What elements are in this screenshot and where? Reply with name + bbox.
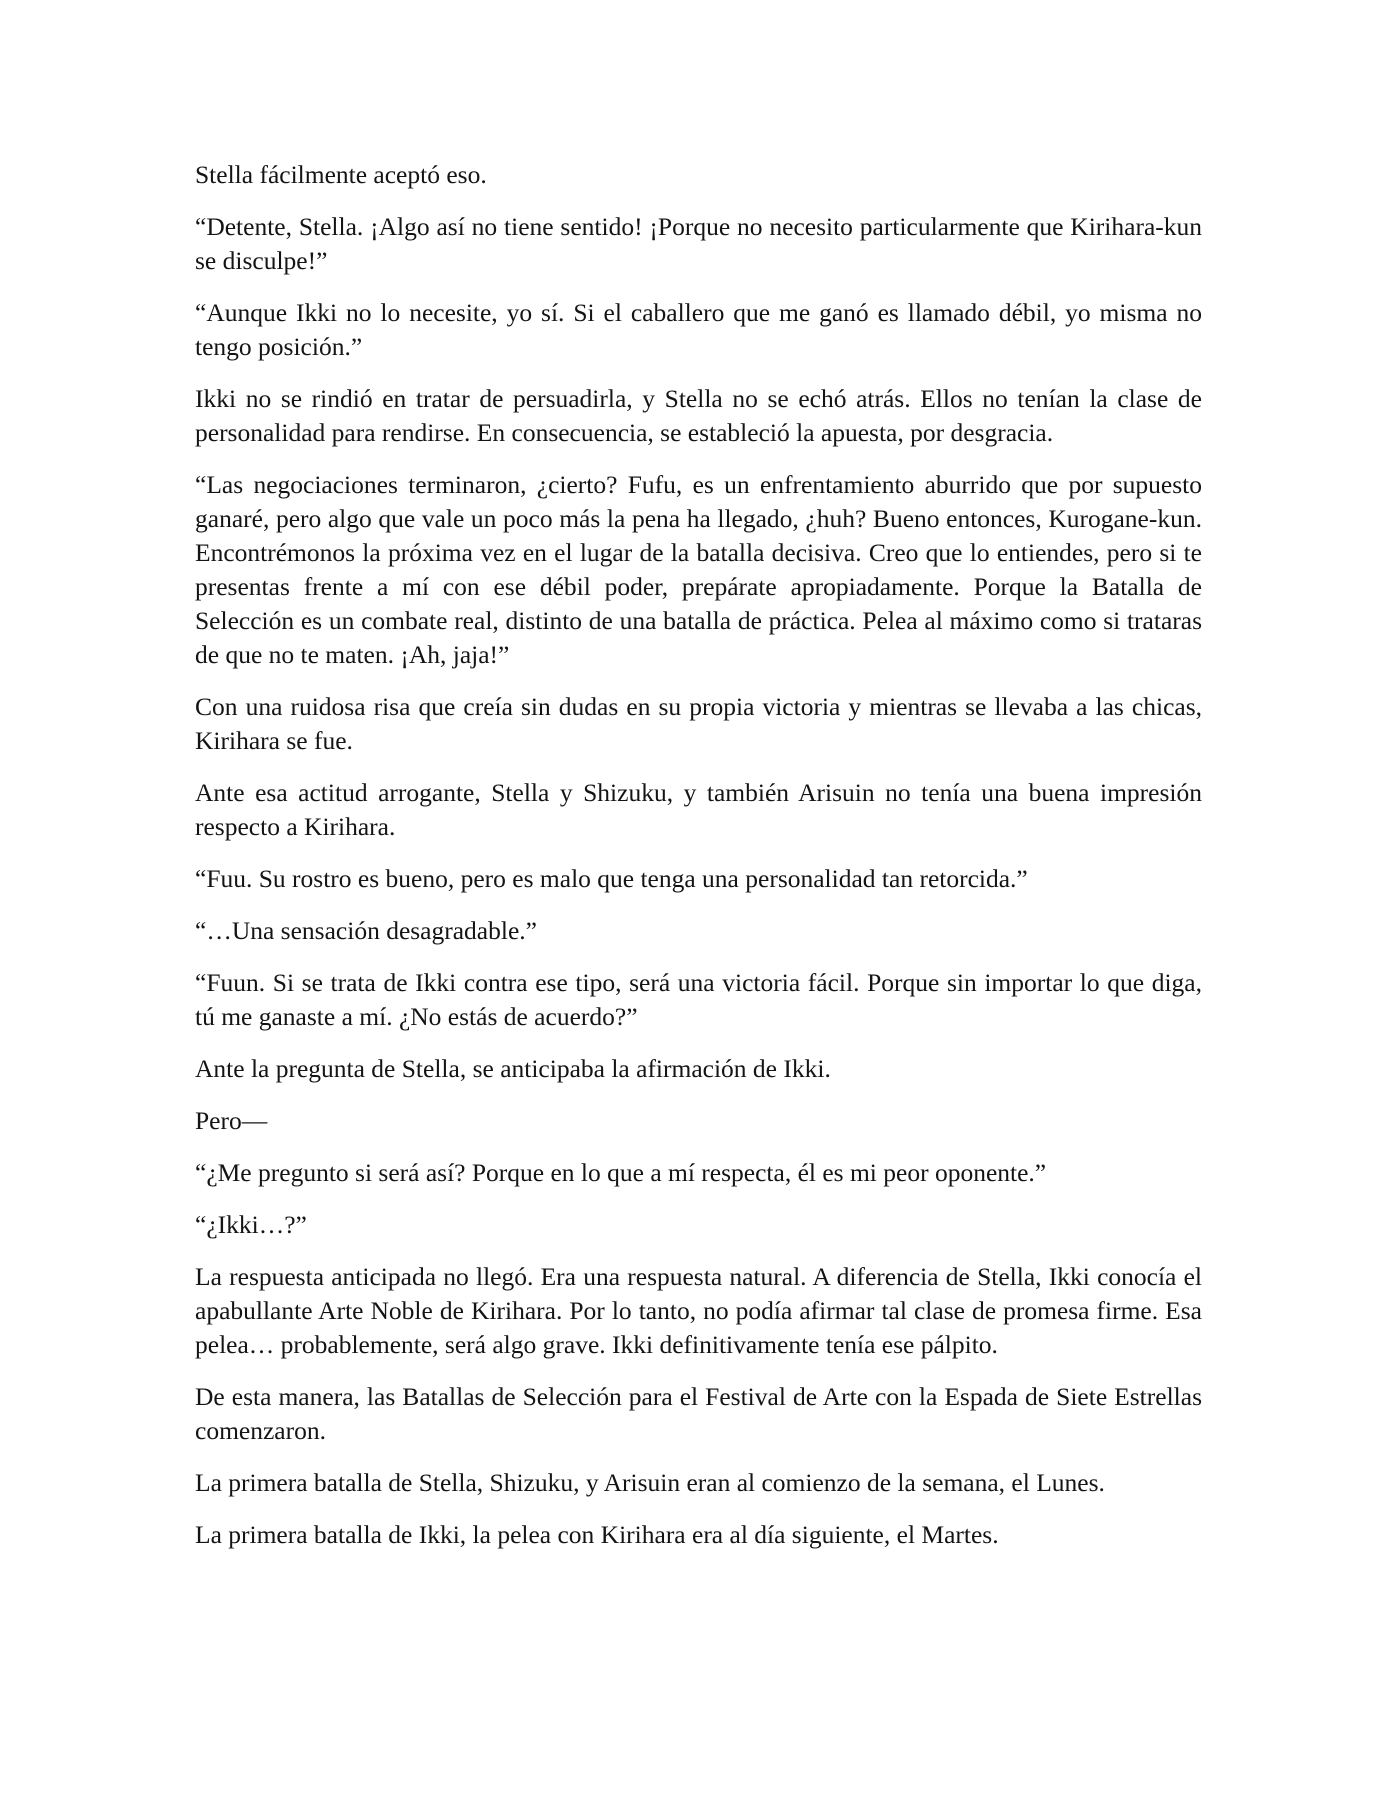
paragraph-3: “Aunque Ikki no lo necesite, yo sí. Si el caballero que me ganó es llamado débil, yo misma no tengo posición.” (195, 298, 1202, 361)
paragraph-17: La primera batalla de Stella, Shizuku, y Arisuin eran al comienzo de la semana, el Lunes. (195, 1468, 1105, 1497)
paragraph-4: Ikki no se rindió en tratar de persuadirla, y Stella no se echó atrás. Ellos no tenían la clase de personalidad para rendirse. En consecuencia, se estableció la apuesta, por desgracia. (195, 384, 1202, 447)
paragraph-8: “Fuu. Su rostro es bueno, pero es malo que tenga una personalidad tan retorcida.” (195, 864, 1028, 893)
paragraph-13: “¿Me pregunto si será así? Porque en lo que a mí respecta, él es mi peor oponente.” (195, 1158, 1047, 1187)
paragraph-12: Pero— (195, 1106, 268, 1135)
paragraph-16: De esta manera, las Batallas de Selección para el Festival de Arte con la Espada de Siete Estrellas comenzaron. (195, 1382, 1202, 1445)
paragraph-18: La primera batalla de Ikki, la pelea con Kirihara era al día siguiente, el Martes. (195, 1520, 999, 1549)
paragraph-9: “…Una sensación desagradable.” (195, 916, 537, 945)
paragraph-1: Stella fácilmente aceptó eso. (195, 160, 487, 189)
document-page (195, 158, 1202, 1570)
paragraph-10: “Fuun. Si se trata de Ikki contra ese tipo, será una victoria fácil. Porque sin importar lo que diga, tú me ganaste a mí. ¿No estás de acuerdo?” (195, 968, 1202, 1031)
paragraph-6: Con una ruidosa risa que creía sin dudas en su propia victoria y mientras se llevaba a las chicas, Kirihara se fue. (195, 692, 1202, 755)
paragraph-7: Ante esa actitud arrogante, Stella y Shizuku, y también Arisuin no tenía una buena impresión respecto a Kirihara. (195, 778, 1202, 841)
paragraph-15: La respuesta anticipada no llegó. Era una respuesta natural. A diferencia de Stella, Ikki conocía el apabullante Arte Noble de Kirihara. Por lo tanto, no podía afirmar tal clase de promesa firme. Esa pelea… probablemente, será algo grave. Ikki definitivamente tenía ese pálpito. (195, 1262, 1202, 1359)
paragraph-14: “¿Ikki…?” (195, 1210, 307, 1239)
paragraph-5: “Las negociaciones terminaron, ¿cierto? Fufu, es un enfrentamiento aburrido que por supuesto ganaré, pero algo que vale un poco más la pena ha llegado, ¿huh? Bueno entonces, Kurogane-kun. Encontrémonos la próxima vez en el lugar de la batalla decisiva. Creo que lo entiendes, pero si te presentas frente a mí con ese débil poder, prepárate apropiadamente. Porque la Batalla de Selección es un combate real, distinto de una batalla de práctica. Pelea al máximo como si trataras de que no te maten. ¡Ah, jaja!” (195, 470, 1202, 669)
paragraph-11: Ante la pregunta de Stella, se anticipaba la afirmación de Ikki. (195, 1054, 831, 1083)
paragraph-2: “Detente, Stella. ¡Algo así no tiene sentido! ¡Porque no necesito particularmente que Kirihara-kun se disculpe!” (195, 212, 1202, 275)
